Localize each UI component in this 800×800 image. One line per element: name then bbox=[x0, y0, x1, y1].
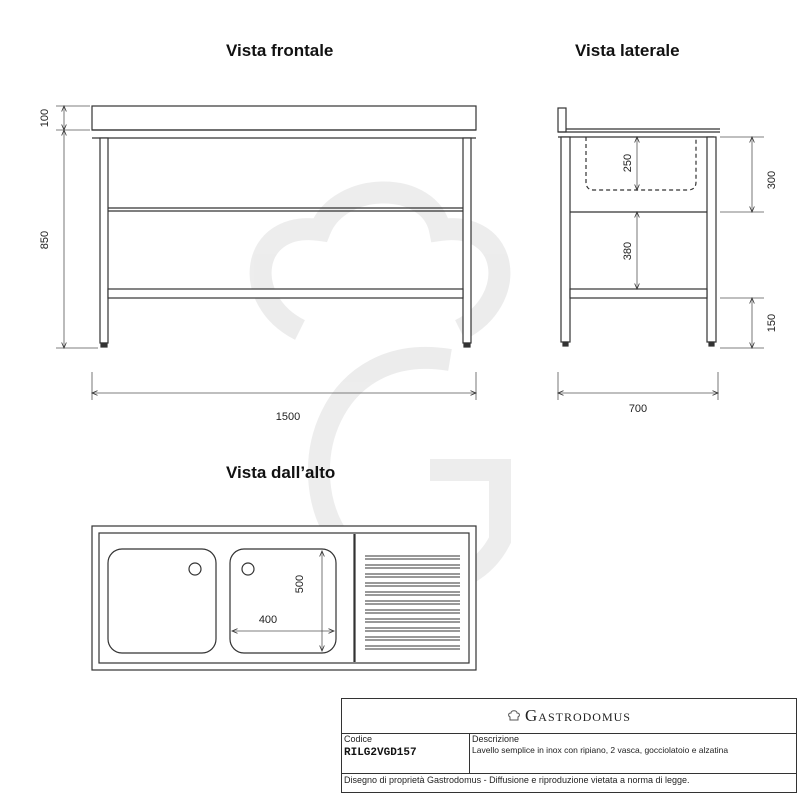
dim-basin-width: 400 bbox=[258, 614, 278, 626]
dim-side-foot: 150 bbox=[766, 313, 778, 333]
title-block bbox=[341, 698, 797, 793]
dim-side-mid: 380 bbox=[622, 241, 634, 261]
top-view bbox=[92, 526, 476, 670]
title-block-header bbox=[342, 699, 796, 734]
title-block-info-row bbox=[342, 733, 796, 774]
brand-name: Gastrodomus bbox=[525, 706, 631, 725]
dim-front-top: 100 bbox=[39, 108, 51, 128]
chef-hat-icon bbox=[507, 709, 521, 723]
description-cell bbox=[470, 733, 796, 773]
dim-side-basin: 250 bbox=[622, 153, 634, 173]
top-view-title: Vista dall’alto bbox=[226, 463, 336, 482]
side-view-title: Vista laterale bbox=[575, 41, 680, 60]
code-cell bbox=[342, 733, 470, 773]
dim-front-height: 850 bbox=[39, 230, 51, 250]
code-label: Codice bbox=[344, 734, 373, 744]
dim-front-width: 1500 bbox=[275, 411, 301, 423]
product-code: RILG2VGD157 bbox=[344, 747, 417, 759]
front-view-title: Vista frontale bbox=[226, 41, 334, 60]
product-description: Lavello semplice in inox con ripiano, 2 vasca, gocciolatoio e alzatina bbox=[472, 745, 729, 755]
dim-side-width: 700 bbox=[628, 403, 648, 415]
description-label: Descrizione bbox=[472, 734, 520, 744]
dim-side-upper: 300 bbox=[766, 170, 778, 190]
side-view bbox=[558, 108, 720, 346]
copyright-footer: Disegno di proprietà Gastrodomus - Diffusione e riproduzione vietata a norma di legge. bbox=[344, 775, 690, 785]
dim-basin-length: 500 bbox=[294, 574, 306, 594]
